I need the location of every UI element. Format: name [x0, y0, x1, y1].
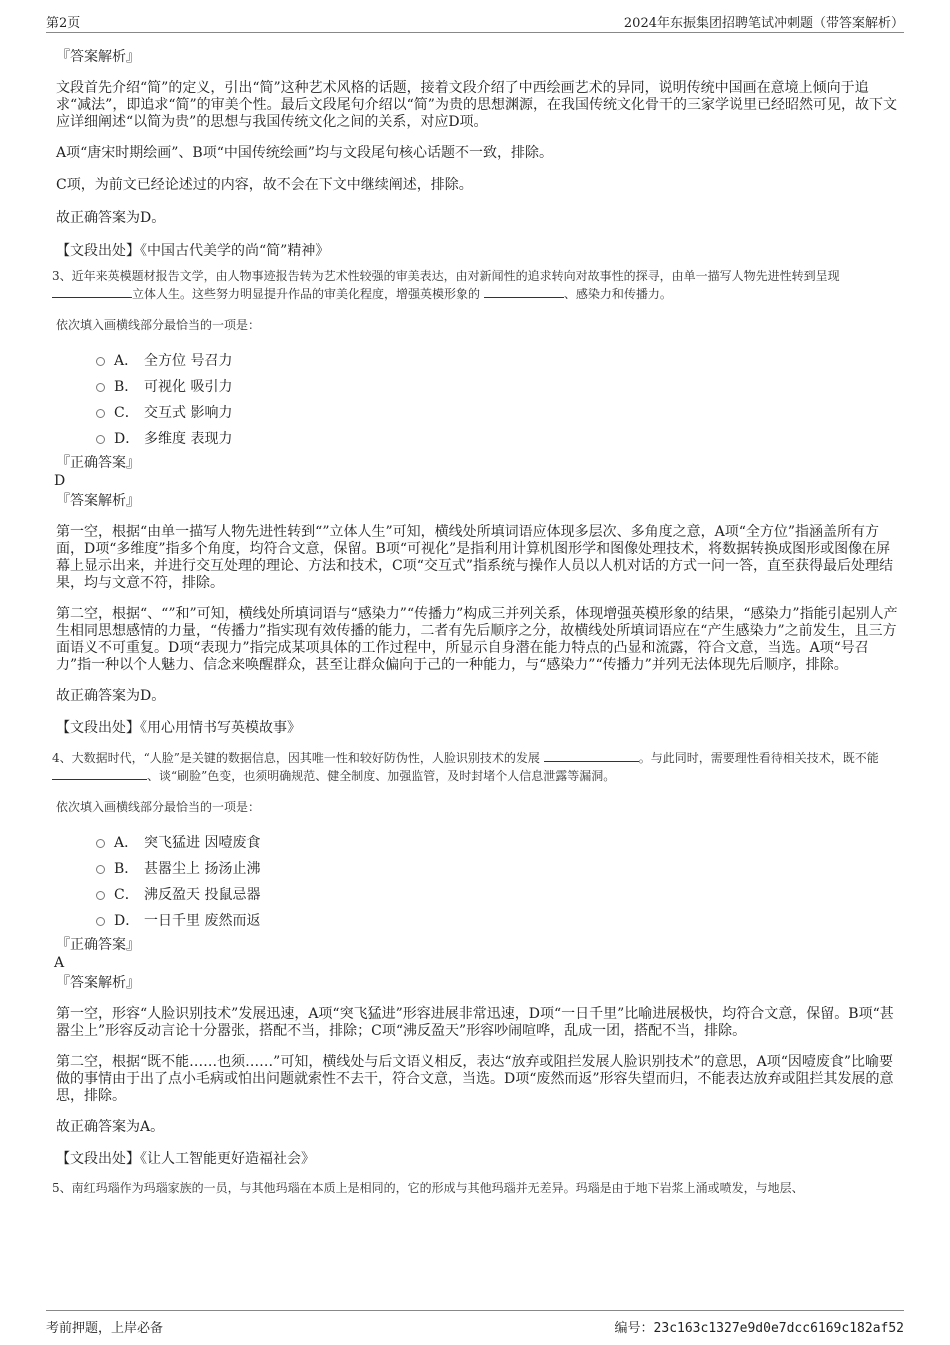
- q3-option-c[interactable]: [96, 400, 902, 426]
- option-text: 甚嚣尘上 扬汤止沸: [144, 861, 261, 877]
- option-text: 可视化 吸引力: [144, 379, 233, 395]
- q4-option-c[interactable]: [96, 882, 902, 908]
- q4-stem-part3: 、谈“刷脸”色变，也须明确规范、健全制度、加强监管，及时封堵个人信息泄露等漏洞。: [147, 769, 616, 783]
- q2-analysis-p2: A项“唐宋时期绘画”、B项“中国传统绘画”均与文段尾句核心话题不一致，排除。: [56, 145, 554, 161]
- option-letter: B．: [114, 379, 139, 395]
- q2-analysis-p1: 文段首先介绍“简”的定义，引出“简”这种艺术风格的话题，接着文段介绍了中西绘画艺术的异同，说明传统中国画在意境上倾向于追求“减法”，即追求“简”的审美个性。最后文段尾句介绍以“简”为贵的思想渊源，在我国传统文化骨干的三家学说里已经昭然可见，故下文应详细阐述“以简为贵”的思想与我国传统文化之间的关系，对应D项。: [56, 80, 897, 130]
- radio-icon[interactable]: [96, 383, 105, 392]
- document-title: 2024年东振集团招聘笔试冲刺题（带答案解析）: [623, 16, 904, 31]
- q3-stem-part2: 立体人生。这些努力明显提升作品的审美化程度，增强英模形象的: [132, 287, 484, 301]
- q2-analysis-label: 『答案解析』: [56, 49, 140, 65]
- q4-options: [96, 830, 902, 934]
- q3-answer: D: [54, 473, 66, 489]
- q4-blank-1: [544, 749, 639, 762]
- q4-prompt: 依次填入画横线部分最恰当的一项是：: [56, 800, 261, 814]
- q4-stem-part1: 4、大数据时代，“人脸”是关键的数据信息，因其唯一性和较好防伪性，人脸识别技术的发展: [52, 751, 544, 765]
- q3-stem-part1: 3、近年来英模题材报告文学，由人物事迹报告转为艺术性较强的审美表达，由对新闻性的追求转向对故事性的探寻，由单一描写人物先进性转到呈现: [52, 269, 840, 283]
- q4-analysis-p3: 故正确答案为A。: [56, 1119, 165, 1135]
- option-text: 突飞猛进 因噎废食: [144, 835, 261, 851]
- option-letter: A．: [114, 835, 139, 851]
- radio-icon[interactable]: [96, 435, 105, 444]
- q3-answer-label: 『正确答案』: [56, 455, 140, 471]
- q3-stem-part3: 、感染力和传播力。: [563, 287, 672, 301]
- document-body: [52, 40, 902, 1197]
- radio-icon[interactable]: [96, 917, 105, 926]
- q4-stem-part2: 。与此同时，需要理性看待相关技术，既不能: [638, 751, 879, 765]
- q3-options: [96, 348, 902, 452]
- page-number: 第2页: [46, 16, 81, 31]
- option-text: 多维度 表现力: [144, 431, 233, 447]
- q4-analysis-label: 『答案解析』: [56, 975, 140, 991]
- option-text: 全方位 号召力: [144, 353, 233, 369]
- q3-stem: [52, 268, 902, 303]
- option-letter: D．: [114, 913, 140, 929]
- q3-analysis-p3: 故正确答案为D。: [56, 688, 166, 704]
- q5-stem: 5、南红玛瑙作为玛瑙家族的一员，与其他玛瑙在本质上是相同的，它的形成与其他玛瑙并无差异。玛瑙是由于地下岩浆上涌或喷发，与地层、: [52, 1181, 804, 1195]
- q3-source: 【文段出处】《用心用情书写英模故事》: [56, 720, 301, 736]
- radio-icon[interactable]: [96, 839, 105, 848]
- option-letter: C．: [114, 887, 139, 903]
- q2-analysis-p4: 故正确答案为D。: [56, 210, 166, 226]
- option-letter: C．: [114, 405, 139, 421]
- q4-option-d[interactable]: [96, 908, 902, 934]
- q4-source: 【文段出处】《让人工智能更好造福社会》: [56, 1151, 315, 1167]
- q3-blank-2: [484, 285, 564, 298]
- q4-answer: A: [54, 955, 65, 971]
- q2-analysis-p3: C项，为前文已经论述过的内容，故不会在下文中继续阐述，排除。: [56, 177, 473, 193]
- option-letter: D．: [114, 431, 140, 447]
- q4-analysis-p1: 第一空，形容“人脸识别技术”发展迅速，A项“突飞猛进”形容进展非常迅速，D项“一日千里”比喻进展极快，均符合文意，保留。B项“甚嚣尘上”形容反动言论十分嚣张，搭配不当，排除；C项“沸反盈天”形容吵闹喧哗，乱成一团，搭配不当，排除。: [56, 1006, 894, 1039]
- radio-icon[interactable]: [96, 891, 105, 900]
- q4-blank-2: [52, 767, 147, 780]
- q4-option-a[interactable]: [96, 830, 902, 856]
- q3-prompt: 依次填入画横线部分最恰当的一项是：: [56, 318, 261, 332]
- q3-blank-1: [52, 285, 132, 298]
- footer-code: [615, 1317, 904, 1336]
- footer-code-label: 编号：: [614, 1321, 654, 1336]
- q3-analysis-p2: 第二空，根据“、“”和”可知，横线处所填词语与“感染力”“传播力”构成三并列关系，体现增强英模形象的结果，“感染力”指能引起别人产生相同思想感情的力量，“传播力”指实现有效传播的能力，二者有先后顺序之分，故横线处所填词语应在“产生感染力”之前发生，且三方面语义不可重复。D项“表现力”指完成某项具体的工作过程中，所显示自身潜在能力特点的凸显和流露，符合文意，当选。A项“号召力”指一种以个人魅力、信念来唤醒群众，甚至让群众偏向于己的一种能力，与“感染力”“传播力”并列无法体现先后顺序，排除。: [56, 606, 898, 673]
- q3-option-d[interactable]: [96, 426, 902, 452]
- q4-answer-label: 『正确答案』: [56, 937, 140, 953]
- q3-option-b[interactable]: [96, 374, 902, 400]
- option-text: 沸反盈天 投鼠忌器: [144, 887, 261, 903]
- option-letter: A．: [114, 353, 139, 369]
- radio-icon[interactable]: [96, 865, 105, 874]
- option-letter: B．: [114, 861, 139, 877]
- q3-analysis-label: 『答案解析』: [56, 493, 140, 509]
- q4-stem: [52, 749, 902, 785]
- q4-option-b[interactable]: [96, 856, 902, 882]
- radio-icon[interactable]: [96, 357, 105, 366]
- radio-icon[interactable]: [96, 409, 105, 418]
- q3-option-a[interactable]: [96, 348, 902, 374]
- q4-analysis-p2: 第二空，根据“既不能……也须……”可知，横线处与后文语义相反，表达“放弃或阻拦发展人脸识别技术”的意思，A项“因噎废食”比喻要做的事情由于出了点小毛病或怕出问题就索性不去干，符合文意，当选。D项“废然而返”形容失望而归，不能表达放弃或阻拦其发展的意思，排除。: [56, 1054, 894, 1104]
- page-footer: [46, 1310, 904, 1337]
- page-header: [46, 10, 904, 33]
- footer-code-value: 23c163c1327e9d0e7dcc6169c182af52: [653, 1321, 904, 1336]
- q2-source: 【文段出处】《中国古代美学的尚“简”精神》: [56, 243, 330, 259]
- q3-analysis-p1: 第一空，根据“由单一描写人物先进性转到“”立体人生”可知，横线处所填词语应体现多层次、多角度之意，A项“全方位”指涵盖所有方面，D项“多维度”指多个角度，均符合文意，保留。B项“可视化”是指利用计算机图形学和图像处理技术，将数据转换成图形或图像在屏幕上显示出来，并进行交互处理的理论、方法和技术，C项“交互式”指系统与操作人员以人机对话的方式一问一答，直至获得最后处理结果，均与文意不符，排除。: [56, 524, 894, 591]
- option-text: 一日千里 废然而返: [144, 913, 261, 929]
- option-text: 交互式 影响力: [144, 405, 233, 421]
- footer-slogan: 考前押题，上岸必备: [46, 1321, 164, 1336]
